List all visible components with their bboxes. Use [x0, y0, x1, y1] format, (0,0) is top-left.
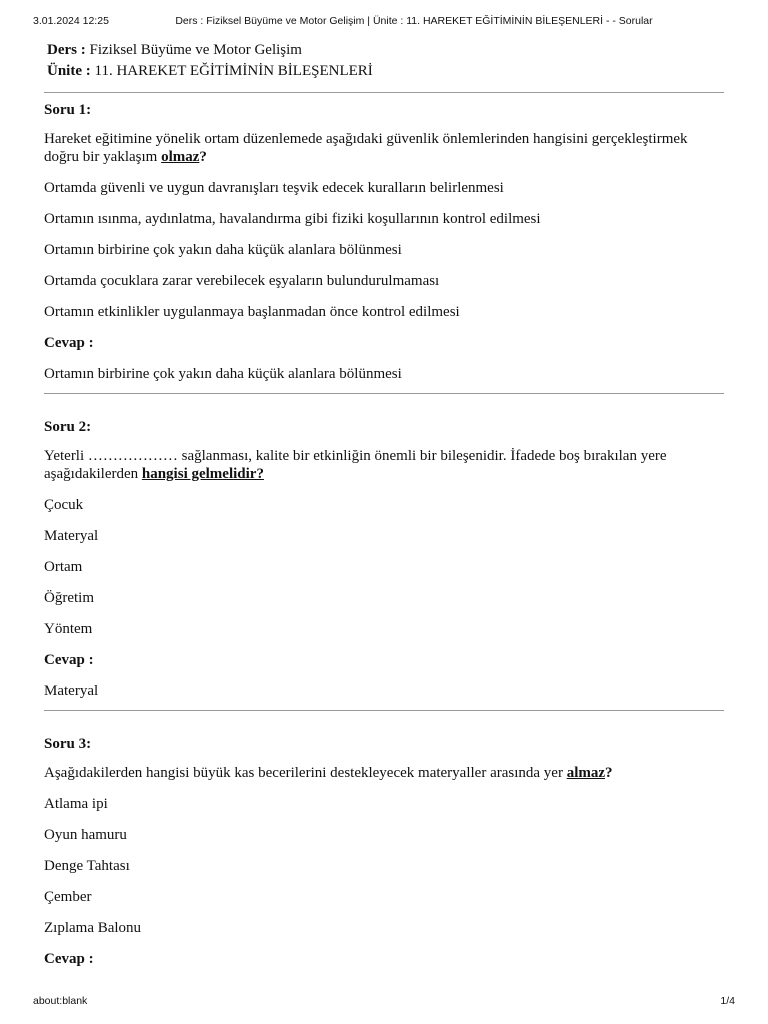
- print-title: Ders : Fiziksel Büyüme ve Motor Gelişim | Ünite : 11. HAREKET EĞİTİMİNİN BİLEŞENLERİ - - Sorular: [175, 15, 653, 27]
- answer-label: Cevap :: [44, 951, 94, 967]
- option: Oyun hamuru: [44, 827, 127, 843]
- print-url: about:blank: [33, 995, 88, 1007]
- answer-label: Cevap :: [44, 652, 94, 668]
- option: Öğretim: [44, 590, 94, 606]
- question-block-3: [44, 735, 724, 968]
- course-label: Ders :: [47, 42, 86, 58]
- question-text: Yeterli ……………… sağlanması, kalite bir etkinliğin önemli bir bileşenidir. İfadede boş bırakılan yere aşağıdakilerden hangisi gelmelidir?: [44, 448, 667, 482]
- option: Ortamın birbirine çok yakın daha küçük alanlara bölünmesi: [44, 242, 402, 258]
- course-line: [47, 40, 724, 61]
- question-text: Aşağıdakilerden hangisi büyük kas becerilerini destekleyecek materyaller arasında yer almaz?: [44, 765, 613, 781]
- answer-text: Ortamın birbirine çok yakın daha küçük alanlara bölünmesi: [44, 366, 402, 382]
- divider: [44, 710, 724, 711]
- option: Atlama ipi: [44, 796, 108, 812]
- question-title: Soru 2:: [44, 419, 92, 435]
- unit-value: 11. HAREKET EĞİTİMİNİN BİLEŞENLERİ: [94, 63, 373, 79]
- option: Ortamın etkinlikler uygulanmaya başlanmadan önce kontrol edilmesi: [44, 304, 460, 320]
- print-date: 3.01.2024 12:25: [33, 15, 109, 27]
- answer-label: Cevap :: [44, 335, 94, 351]
- unit-line: [47, 61, 724, 82]
- option: Zıplama Balonu: [44, 920, 142, 936]
- question-text: Hareket eğitimine yönelik ortam düzenlemede aşağıdaki güvenlik önlemlerinden hangisini gerçekleştirmek doğru bir yaklaşım olmaz?: [44, 131, 688, 165]
- question-title: Soru 1:: [44, 102, 92, 118]
- question-emphasis: almaz: [566, 765, 606, 781]
- option: Ortam: [44, 559, 83, 575]
- option: Denge Tahtası: [44, 858, 130, 874]
- option: Çocuk: [44, 497, 84, 513]
- course-value: Fiziksel Büyüme ve Motor Gelişim: [89, 42, 302, 58]
- question-title: Soru 3:: [44, 736, 92, 752]
- question-emphasis: hangisi gelmelidir?: [141, 466, 264, 482]
- page-number: 1/4: [720, 995, 735, 1007]
- divider: [44, 393, 724, 394]
- option: Materyal: [44, 528, 99, 544]
- question-block-2: [44, 418, 724, 711]
- question-emphasis: olmaz: [161, 149, 200, 165]
- answer-text: Materyal: [44, 683, 99, 699]
- option: Yöntem: [44, 621, 93, 637]
- print-footer: [33, 995, 735, 1009]
- unit-label: Ünite :: [47, 63, 91, 79]
- document-content: [44, 40, 724, 968]
- option: Ortamın ısınma, aydınlatma, havalandırma gibi fiziki koşullarının kontrol edilmesi: [44, 211, 541, 227]
- option: Çember: [44, 889, 92, 905]
- question-block-1: [44, 101, 724, 394]
- option: Ortamda güvenli ve uygun davranışları teşvik edecek kuralların belirlenmesi: [44, 180, 504, 196]
- option: Ortamda çocuklara zarar verebilecek eşyaların bulundurulmaması: [44, 273, 440, 289]
- divider: [44, 92, 724, 93]
- print-header: [33, 15, 735, 29]
